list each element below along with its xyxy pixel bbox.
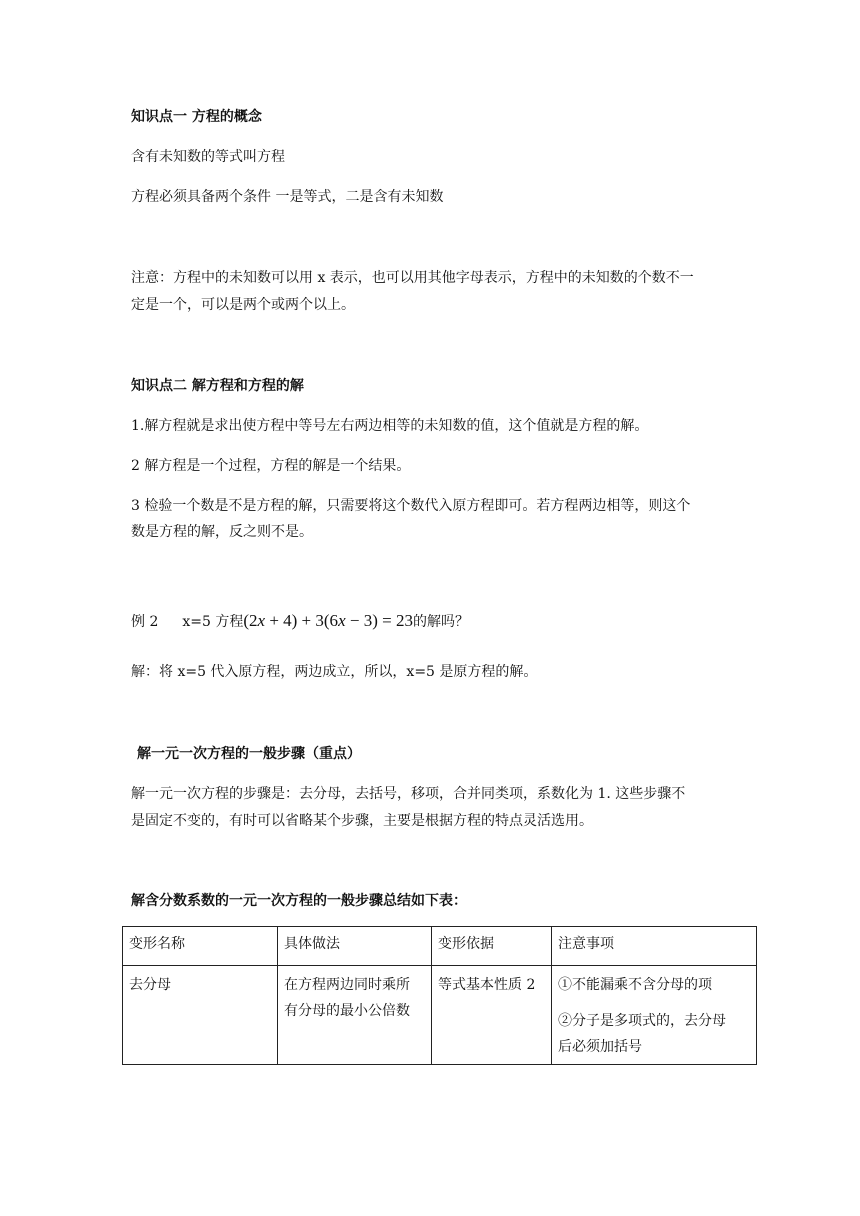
table-cell-notes: ①不能漏乘不含分母的项 ②分子是多项式的，去分母 后必须加括号 [552, 966, 757, 1065]
example-question-suffix: 的解吗？ [412, 614, 469, 630]
table-header-cell: 注意事项 [552, 927, 757, 966]
example-equation: (2x + 4) + 3(6x − 3) = 23 [243, 611, 413, 630]
section2-item3-line2: 数是方程的解，反之则不是。 [131, 524, 313, 540]
table-cell-method: 在方程两边同时乘所 有分母的最小公倍数 [278, 966, 432, 1065]
section1-conditions: 方程必须具备两个条件 一是等式，二是含有未知数 [131, 189, 444, 205]
table-cell-name: 去分母 [123, 966, 278, 1065]
section2-heading: 知识点二 解方程和方程的解 [131, 378, 304, 394]
section1-heading: 知识点一 方程的概念 [131, 109, 262, 125]
table-heading: 解含分数系数的一元一次方程的一般步骤总结如下表： [131, 893, 467, 909]
steps-summary-table [122, 926, 757, 1065]
example-question [131, 611, 469, 632]
example-answer: 解：将 x=5 代入原方程，两边成立，所以，x=5 是原方程的解。 [131, 664, 538, 680]
section1-note-line1: 注意：方程中的未知数可以用 x 表示，也可以用其他字母表示，方程中的未知数的个数不一 [131, 270, 694, 286]
example-premise: x=5 方程 [182, 614, 244, 630]
section1-definition: 含有未知数的等式叫方程 [131, 149, 285, 165]
table-cell-basis: 等式基本性质 2 [432, 966, 552, 1065]
section1-note-line2: 定是一个，可以是两个或两个以上。 [131, 297, 355, 313]
table-header-cell: 变形名称 [123, 927, 278, 966]
section2-item2: 2 解方程是一个过程，方程的解是一个结果。 [131, 458, 411, 474]
section3-heading: 解一元一次方程的一般步骤（重点） [137, 746, 361, 762]
table-header-cell: 具体做法 [278, 927, 432, 966]
section3-para-line2: 是固定不变的，有时可以省略某个步骤，主要是根据方程的特点灵活选用。 [131, 813, 593, 829]
example-label: 例 2 [131, 614, 159, 630]
section2-item3-line1: 3 检验一个数是不是方程的解，只需要将这个数代入原方程即可。若方程两边相等，则这个 [131, 498, 691, 514]
table-header-row [123, 927, 757, 966]
section3-para-line1: 解一元一次方程的步骤是：去分母，去括号，移项，合并同类项，系数化为 1. 这些步骤不 [131, 786, 686, 802]
table-header-cell: 变形依据 [432, 927, 552, 966]
table-row [123, 966, 757, 1065]
section2-item1: 1.解方程就是求出使方程中等号左右两边相等的未知数的值，这个值就是方程的解。 [131, 418, 649, 434]
